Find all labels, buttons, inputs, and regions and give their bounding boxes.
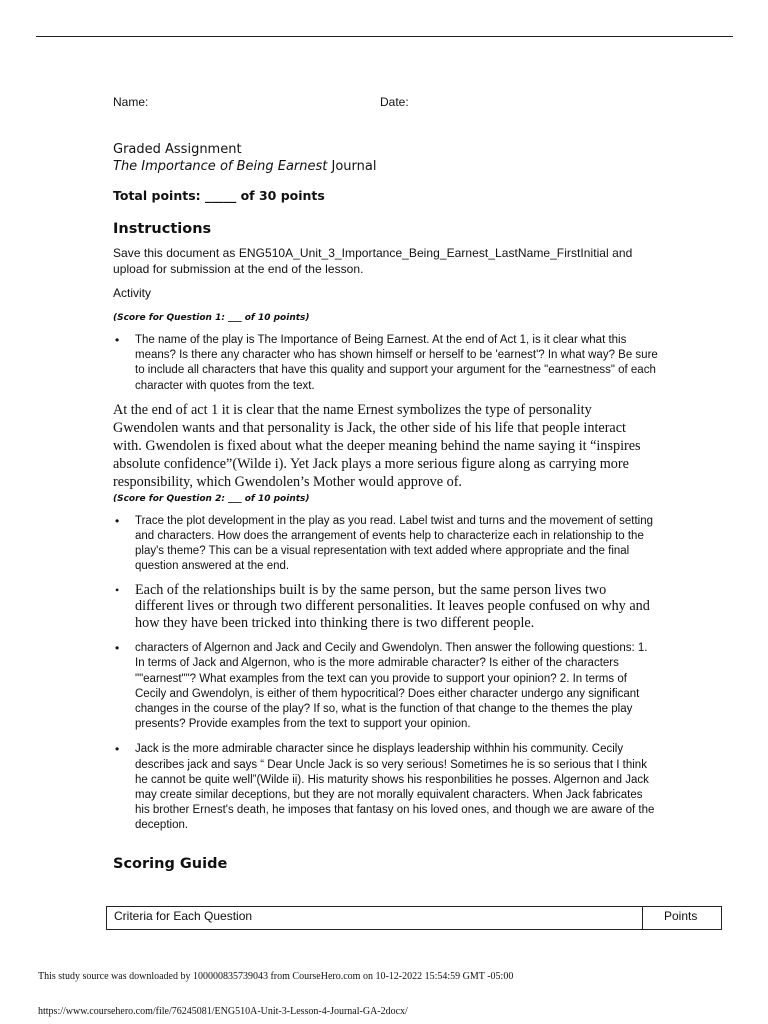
question2-answer: • Each of the relationships built is by the same person, but the same person lives two different lives or through two different personalities. It leaves people confused on why and how they have been tricked into thinking there is two different people. bbox=[113, 582, 658, 632]
question1-score: (Score for Question 1: ___ of 10 points) bbox=[113, 313, 310, 323]
document-body bbox=[113, 93, 658, 872]
scoring-guide-heading: Scoring Guide bbox=[113, 855, 228, 872]
question1-list bbox=[113, 333, 658, 394]
save-instructions: Save this document as ENG510A_Unit_3_Importance_Being_Earnest_LastName_FirstInitial and upload for submission at the end of the lesson. bbox=[113, 246, 633, 276]
criteria-column-header: Criteria for Each Question bbox=[114, 909, 253, 923]
book-title: The Importance of Being Earnest bbox=[113, 159, 328, 174]
total-points: Total points: _____ of 30 points bbox=[113, 188, 325, 203]
top-rule bbox=[36, 36, 733, 37]
date-label: Date: bbox=[380, 95, 409, 109]
points-column-header: Points bbox=[664, 909, 698, 923]
question2-prompt: • Trace the plot development in the play as you read. Label twist and turns and the movement of setting and characters. How does the arrangement of events help to characterize each in relationship to the play's theme? This can be a visual representation with text added where appropriate and the final question answered at the end. bbox=[113, 514, 658, 575]
name-date-row bbox=[113, 93, 658, 111]
column-divider bbox=[642, 907, 643, 929]
question2-list bbox=[113, 514, 658, 834]
question2-score: (Score for Question 2: ___ of 10 points) bbox=[113, 493, 310, 504]
assignment-title-block bbox=[113, 141, 658, 175]
question2-followup-prompt: • characters of Algernon and Jack and Cecily and Gwendolyn. Then answer the following questions: 1. In terms of Jack and Algernon, who is the more admirable character? Is either of the characters ""earnest""? What examples from the text can you provide to support your opinion? 2. In terms of Cecily and Gwendolyn, is either of them hypocritical? Does either character undergo any significant changes in the course of the play? If so, what is the function of that change to the themes the play presents? Provide examples from the text to support your opinion. bbox=[113, 641, 658, 732]
instructions-heading: Instructions bbox=[113, 221, 212, 237]
assignment-title: Graded Assignment bbox=[113, 142, 242, 157]
question2-followup-answer: • Jack is the more admirable character since he displays leadership withhin his community. Cecily describes jack and says “ Dear Uncle Jack is so very serious! Sometimes he is so serious that I think he cannot be quite well”(Wilde ii). His maturity shows his responbilities he posses. Algernon and Jack may create similar deceptions, but they are not morally equivalent characters. When Jack fabricates his brother Ernest's death, he imposes that fantasy on his loved ones, and though we are aware of the deception. bbox=[113, 742, 658, 833]
name-label: Name: bbox=[113, 95, 149, 109]
question1-prompt: • The name of the play is The Importance of Being Earnest. At the end of Act 1, is it clear what this means? Is there any character who has shown himself or herself to be 'earnest'? In what way? Be sure to include all characters that have this quality and support your argument for the "earnestness" of each character with quotes from the text. bbox=[113, 333, 658, 394]
download-notice: This study source was downloaded by 100000835739043 from CourseHero.com on 10-12-2022 15:54:59 GMT -05:00 bbox=[38, 971, 514, 982]
journal-suffix: Journal bbox=[327, 159, 377, 174]
source-url[interactable]: https://www.coursehero.com/file/76245081/ENG510A-Unit-3-Lesson-4-Journal-GA-2docx/ bbox=[38, 1006, 408, 1017]
activity-label: Activity bbox=[113, 286, 152, 300]
scoring-table bbox=[106, 906, 722, 930]
question1-answer: At the end of act 1 it is clear that the name Ernest symbolizes the type of personality Gwendolen wants and that personality is Jack, the other side of his life that people interact with. Gwendolen is fixed about what the deeper meaning behind the name saying it “inspires absolute confidence”(Wilde i). Yet Jack plays a more serious figure along as carrying more responsibility, which Gwendolen’s Mother would approve of. bbox=[113, 401, 641, 490]
journal-title bbox=[113, 158, 658, 175]
